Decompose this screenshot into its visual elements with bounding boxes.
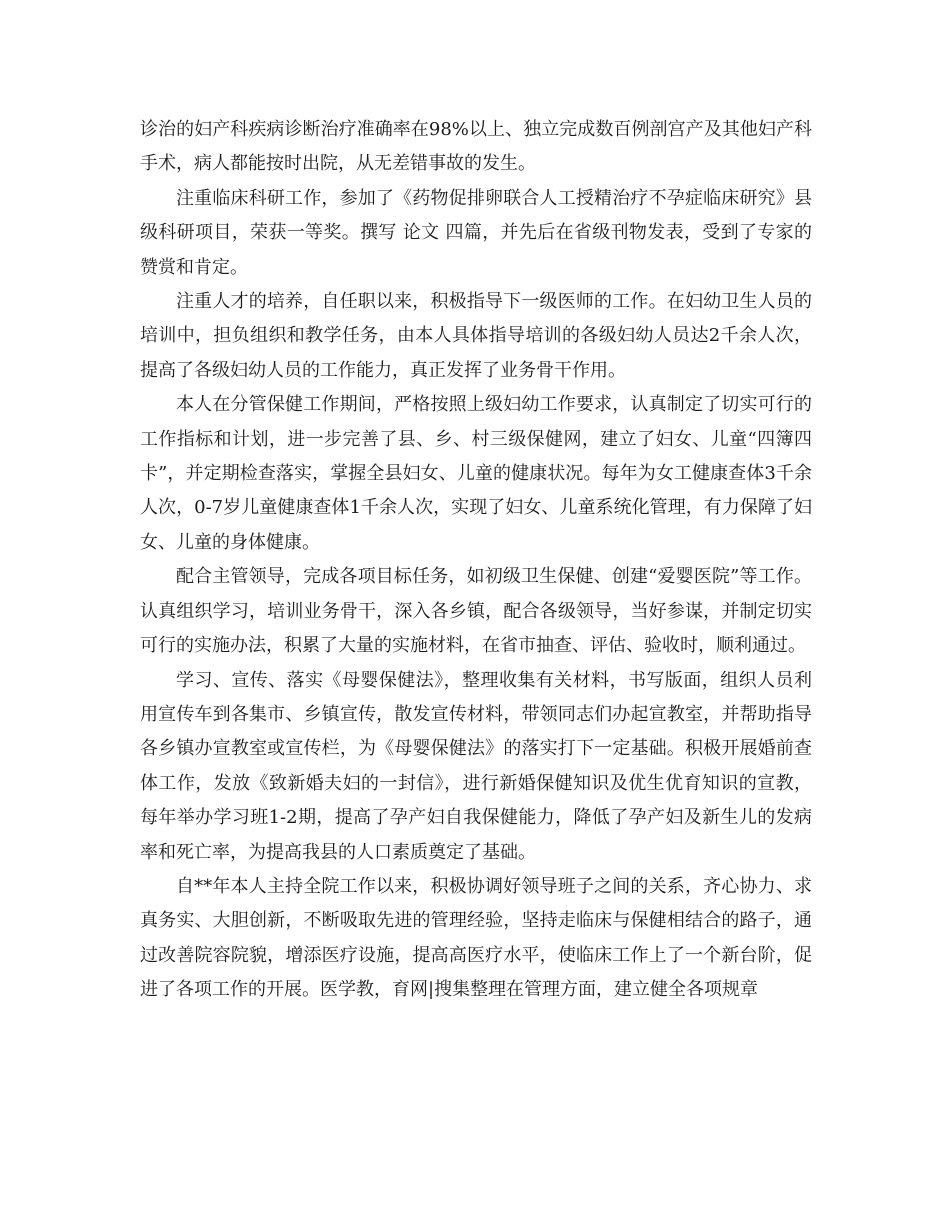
paragraph-training: 注重人才的培养，自任职以来，积极指导下一级医师的工作。在妇幼卫生人员的培训中，担负组织和教学任务，由本人具体指导培训的各级妇幼人员达2千余人次，提高了各级妇幼人员的工作能力，真正发挥了业务骨干作用。 [140, 291, 812, 381]
paragraph-management: 自**年本人主持全院工作以来，积极协调好领导班子之间的关系，齐心协力、求真务实、大胆创新，不断吸取先进的管理经验，坚持走临床与保健相结合的路子，通过改善院容院貌，增添医疗设施，提高高医疗水平，使临床工作上了一个新台阶，促进了各项工作的开展。医学教，育网|搜集整理在管理方面，建立健全各项规章 [140, 875, 812, 1001]
paragraph-continued: 诊治的妇产科疾病诊断治疗准确率在98%以上、独立完成数百例剖宫产及其他妇产科手术，病人都能按时出院，从无差错事故的发生。 [140, 119, 812, 175]
paragraph-healthcare: 本人在分管保健工作期间，严格按照上级妇幼工作要求，认真制定了切实可行的工作指标和计划，进一步完善了县、乡、村三级保健网，建立了妇女、儿童“四簿四卡”，并定期检查落实，掌握全县妇女、儿童的健康状况。每年为女工健康查体3千余人次，0-7岁儿童健康查体1千余人次，实现了妇女、儿童系统化管理，有力保障了妇女、儿童的身体健康。 [140, 394, 812, 553]
paragraph-maternal-law: 学习、宣传、落实《母婴保健法》，整理收集有关材料，书写版面，组织人员利用宣传车到各集市、乡镇宣传，散发宣传材料，带领同志们办起宣教室，并帮助指导各乡镇办宣教室或宣传栏，为《母婴保健法》的落实打下一定基础。积极开展婚前查体工作，发放《致新婚夫妇的一封信》，进行新婚保健知识及优生优育知识的宣教，每年举办学习班1-2期，提高了孕产妇自我保健能力，降低了孕产妇及新生儿的发病率和死亡率，为提高我县的人口素质奠定了基础。 [140, 669, 812, 863]
document-body [140, 113, 812, 1008]
paragraph-targets: 配合主管领导，完成各项目标任务，如初级卫生保健、创建“爱婴医院”等工作。认真组织学习，培训业务骨干，深入各乡镇，配合各级领导，当好参谋，并制定切实可行的实施办法，积累了大量的实施材料，在省市抽查、评估、验收时，顺利通过。 [140, 566, 812, 657]
paragraph-research: 注重临床科研工作，参加了《药物促排卵联合人工授精治疗不孕症临床研究》县级科研项目，荣获一等奖。撰写 论文 四篇，并先后在省级刊物发表，受到了专家的赞赏和肯定。 [140, 187, 812, 278]
